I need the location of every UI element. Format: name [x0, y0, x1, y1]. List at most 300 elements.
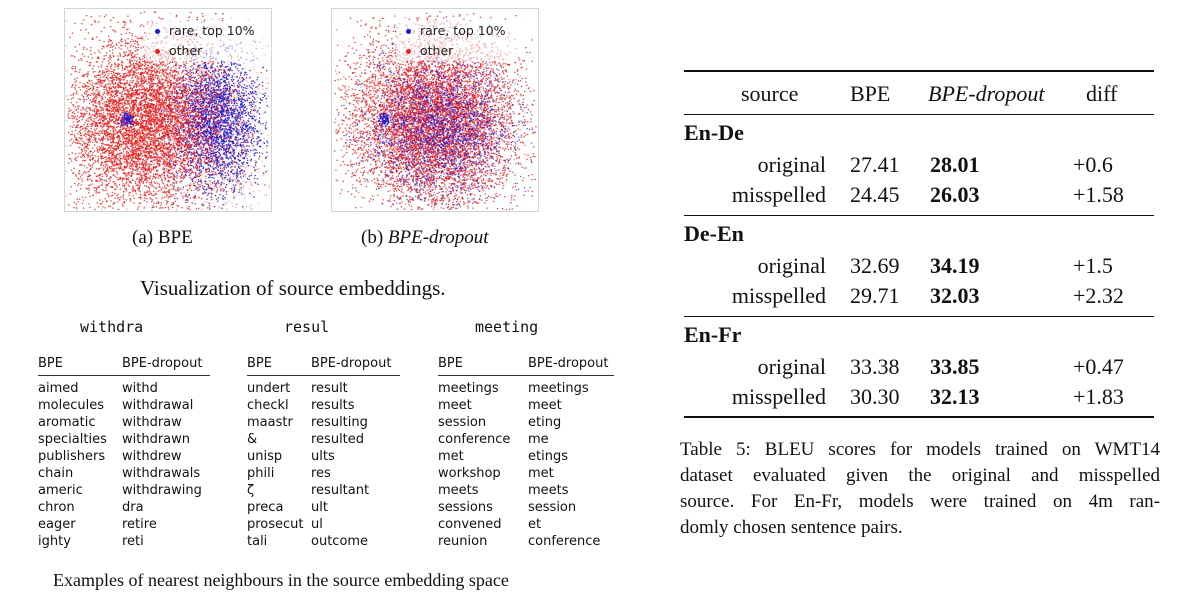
- data-point: [253, 81, 254, 82]
- data-point: [213, 87, 214, 88]
- data-point: [138, 146, 139, 147]
- data-point: [96, 190, 97, 191]
- data-point: [226, 164, 227, 165]
- data-point: [222, 111, 223, 112]
- data-point: [186, 169, 187, 170]
- data-point: [258, 122, 259, 123]
- data-point: [226, 98, 227, 99]
- data-point: [154, 147, 155, 148]
- data-point: [214, 143, 215, 144]
- data-point: [206, 82, 207, 83]
- data-point: [137, 145, 138, 146]
- data-point: [231, 166, 232, 167]
- data-point: [208, 171, 209, 172]
- data-point: [212, 74, 213, 75]
- data-point: [195, 69, 196, 70]
- data-point: [212, 182, 213, 183]
- data-point: [172, 158, 173, 159]
- data-point: [198, 208, 199, 209]
- data-point: [225, 172, 226, 173]
- data-point: [265, 112, 266, 113]
- data-point: [183, 171, 184, 172]
- data-point: [222, 188, 223, 189]
- data-point: [227, 79, 228, 80]
- data-point: [196, 127, 197, 128]
- data-point: [246, 88, 247, 89]
- data-point: [88, 163, 89, 164]
- data-point: [146, 87, 147, 88]
- data-point: [126, 143, 127, 144]
- data-point: [113, 86, 114, 87]
- data-point: [100, 82, 101, 83]
- data-point: [226, 94, 227, 95]
- data-point: [173, 87, 174, 88]
- data-point: [249, 85, 250, 86]
- data-point: [227, 131, 228, 132]
- data-point: [108, 58, 109, 59]
- data-point: [195, 182, 196, 183]
- data-point: [254, 153, 255, 154]
- data-point: [109, 113, 110, 114]
- data-point: [258, 137, 259, 138]
- data-point: [241, 142, 242, 143]
- data-point: [201, 154, 202, 155]
- data-point: [205, 142, 206, 143]
- data-point: [181, 174, 182, 175]
- data-point: [226, 140, 227, 141]
- data-point: [252, 96, 253, 97]
- data-point: [157, 119, 158, 120]
- data-point: [173, 85, 174, 86]
- data-point: [141, 118, 142, 119]
- data-point: [228, 93, 229, 94]
- data-point: [101, 158, 102, 159]
- data-point: [126, 173, 127, 174]
- data-point: [198, 78, 199, 79]
- data-point: [226, 106, 227, 107]
- data-point: [235, 139, 236, 140]
- data-point: [221, 62, 222, 63]
- data-point: [180, 128, 181, 129]
- data-point: [243, 176, 244, 177]
- data-point: [121, 60, 122, 61]
- data-point: [145, 117, 146, 118]
- data-point: [93, 195, 94, 196]
- data-point: [185, 174, 186, 175]
- data-point: [199, 166, 200, 167]
- data-point: [204, 121, 205, 122]
- data-point: [175, 108, 176, 109]
- data-point: [91, 24, 92, 25]
- data-point: [198, 100, 199, 101]
- data-point: [187, 115, 188, 116]
- data-point: [230, 145, 231, 146]
- data-point: [204, 126, 205, 127]
- data-point: [189, 78, 190, 79]
- data-point: [198, 66, 199, 67]
- data-point: [235, 123, 236, 124]
- data-point: [153, 144, 154, 145]
- data-point: [193, 85, 194, 86]
- data-point: [229, 105, 230, 106]
- data-point: [211, 100, 212, 101]
- data-point: [100, 148, 101, 149]
- data-point: [247, 178, 248, 179]
- data-point: [99, 15, 100, 16]
- data-point: [191, 122, 192, 123]
- data-point: [221, 116, 222, 117]
- data-point: [78, 140, 79, 141]
- data-point: [146, 67, 147, 68]
- data-point: [167, 68, 168, 69]
- data-point: [206, 134, 207, 135]
- data-point: [82, 53, 83, 54]
- data-point: [133, 80, 134, 81]
- data-point: [257, 178, 258, 179]
- data-point: [210, 82, 211, 83]
- data-point: [254, 149, 255, 150]
- data-point: [234, 113, 235, 114]
- data-point: [244, 129, 245, 130]
- data-point: [191, 165, 192, 166]
- data-point: [186, 95, 187, 96]
- data-point: [195, 103, 196, 104]
- data-point: [196, 86, 197, 87]
- data-point: [99, 178, 100, 179]
- data-point: [237, 105, 238, 106]
- data-point: [208, 141, 209, 142]
- data-point: [225, 87, 226, 88]
- data-point: [208, 130, 209, 131]
- data-point: [206, 91, 207, 92]
- data-point: [248, 133, 249, 134]
- data-point: [102, 129, 103, 130]
- data-point: [211, 150, 212, 151]
- data-point: [203, 155, 204, 156]
- data-point: [250, 150, 251, 151]
- data-point: [232, 89, 233, 90]
- data-point: [266, 70, 267, 71]
- data-point: [143, 95, 144, 96]
- data-point: [225, 177, 226, 178]
- data-point: [185, 170, 186, 171]
- data-point: [112, 195, 113, 196]
- data-point: [241, 81, 242, 82]
- data-point: [113, 46, 114, 47]
- data-point: [209, 79, 210, 80]
- data-point: [141, 167, 142, 168]
- data-point: [219, 148, 220, 149]
- data-point: [217, 99, 218, 100]
- data-point: [254, 178, 255, 179]
- data-point: [87, 61, 88, 62]
- data-point: [229, 125, 230, 126]
- data-point: [159, 72, 160, 73]
- data-point: [217, 66, 218, 67]
- data-point: [246, 151, 247, 152]
- data-point: [182, 79, 183, 80]
- data-point: [237, 175, 238, 176]
- data-point: [222, 198, 223, 199]
- data-point: [124, 79, 125, 80]
- data-point: [227, 120, 228, 121]
- data-point: [133, 202, 134, 203]
- data-point: [114, 66, 115, 67]
- data-point: [83, 141, 84, 142]
- data-point: [201, 67, 202, 68]
- data-point: [212, 67, 213, 68]
- data-point: [220, 97, 221, 98]
- data-point: [211, 105, 212, 106]
- data-point: [135, 129, 136, 130]
- data-point: [247, 140, 248, 141]
- data-point: [210, 153, 211, 154]
- data-point: [219, 75, 220, 76]
- data-point: [90, 50, 91, 51]
- data-point: [107, 79, 108, 80]
- data-point: [135, 113, 136, 114]
- data-point: [118, 179, 119, 180]
- data-point: [237, 85, 238, 86]
- data-point: [87, 171, 88, 172]
- data-point: [113, 132, 114, 133]
- data-point: [177, 175, 178, 176]
- data-point: [141, 77, 142, 78]
- data-point: [78, 183, 79, 184]
- data-point: [215, 195, 216, 196]
- data-point: [124, 162, 125, 163]
- data-point: [156, 69, 157, 70]
- data-point: [172, 207, 173, 208]
- data-point: [241, 72, 242, 73]
- data-point: [75, 46, 76, 47]
- data-point: [178, 170, 179, 171]
- data-point: [205, 68, 206, 69]
- data-point: [206, 102, 207, 103]
- data-point: [193, 141, 194, 142]
- data-point: [69, 158, 70, 159]
- data-point: [133, 46, 134, 47]
- data-point: [251, 116, 252, 117]
- data-point: [181, 192, 182, 193]
- data-point: [141, 181, 142, 182]
- data-point: [141, 142, 142, 143]
- data-point: [220, 98, 221, 99]
- data-point: [199, 189, 200, 190]
- data-point: [209, 157, 210, 158]
- data-point: [208, 174, 209, 175]
- data-point: [237, 170, 238, 171]
- data-point: [183, 175, 184, 176]
- data-point: [185, 67, 186, 68]
- data-point: [221, 139, 222, 140]
- data-point: [225, 132, 226, 133]
- data-point: [249, 124, 250, 125]
- data-point: [201, 170, 202, 171]
- data-point: [109, 90, 110, 91]
- data-point: [71, 102, 72, 103]
- data-point: [105, 138, 106, 139]
- data-point: [175, 165, 176, 166]
- data-point: [242, 127, 243, 128]
- data-point: [233, 134, 234, 135]
- data-point: [137, 138, 138, 139]
- data-point: [126, 175, 127, 176]
- data-point: [255, 120, 256, 121]
- data-point: [220, 129, 221, 130]
- data-point: [231, 100, 232, 101]
- data-point: [106, 159, 107, 160]
- data-point: [230, 181, 231, 182]
- data-point: [85, 29, 86, 30]
- data-point: [201, 204, 202, 205]
- data-point: [262, 85, 263, 86]
- data-point: [71, 169, 72, 170]
- data-point: [226, 101, 227, 102]
- data-point: [233, 190, 234, 191]
- data-point: [252, 88, 253, 89]
- data-point: [104, 207, 105, 208]
- data-point: [216, 76, 217, 77]
- data-point: [96, 128, 97, 129]
- data-point: [122, 180, 123, 181]
- data-point: [211, 112, 212, 113]
- data-point: [101, 67, 102, 68]
- data-point: [241, 162, 242, 163]
- data-point: [233, 174, 234, 175]
- data-point: [238, 154, 239, 155]
- data-point: [107, 75, 108, 76]
- data-point: [76, 125, 77, 126]
- data-point: [218, 99, 219, 100]
- data-point: [239, 168, 240, 169]
- data-point: [226, 134, 227, 135]
- data-point: [201, 140, 202, 141]
- data-point: [109, 168, 110, 169]
- data-point: [218, 142, 219, 143]
- data-point: [114, 104, 115, 105]
- data-point: [114, 168, 115, 169]
- data-point: [205, 112, 206, 113]
- data-point: [203, 105, 204, 106]
- data-point: [226, 138, 227, 139]
- data-point: [240, 119, 241, 120]
- data-point: [129, 195, 130, 196]
- data-point: [89, 171, 90, 172]
- data-point: [256, 161, 257, 162]
- data-point: [232, 160, 233, 161]
- data-point: [196, 106, 197, 107]
- data-point: [207, 135, 208, 136]
- data-point: [112, 75, 113, 76]
- data-point: [226, 99, 227, 100]
- data-point: [253, 196, 254, 197]
- data-point: [191, 178, 192, 179]
- data-point: [143, 181, 144, 182]
- data-point: [121, 91, 122, 92]
- data-point: [211, 114, 212, 115]
- data-point: [257, 136, 258, 137]
- data-point: [225, 145, 226, 146]
- data-point: [171, 196, 172, 197]
- data-point: [216, 132, 217, 133]
- data-point: [106, 46, 107, 47]
- data-point: [180, 90, 181, 91]
- data-point: [259, 118, 260, 119]
- data-point: [133, 190, 134, 191]
- data-point: [240, 104, 241, 105]
- data-point: [231, 158, 232, 159]
- data-point: [158, 112, 159, 113]
- data-point: [204, 74, 205, 75]
- data-point: [221, 164, 222, 165]
- data-point: [171, 149, 172, 150]
- data-point: [115, 86, 116, 87]
- data-point: [89, 117, 90, 118]
- data-point: [152, 199, 153, 200]
- data-point: [88, 185, 89, 186]
- data-point: [192, 80, 193, 81]
- data-point: [214, 181, 215, 182]
- data-point: [205, 71, 206, 72]
- data-point: [207, 114, 208, 115]
- data-point: [241, 101, 242, 102]
- data-point: [186, 63, 187, 64]
- data-point: [226, 191, 227, 192]
- data-point: [89, 165, 90, 166]
- data-point: [248, 118, 249, 119]
- data-point: [178, 108, 179, 109]
- data-point: [192, 104, 193, 105]
- data-point: [116, 43, 117, 44]
- data-point: [251, 83, 252, 84]
- data-point: [175, 201, 176, 202]
- data-point: [196, 80, 197, 81]
- data-point: [241, 194, 242, 195]
- data-point: [251, 118, 252, 119]
- data-point: [186, 109, 187, 110]
- data-point: [208, 90, 209, 91]
- data-point: [247, 131, 248, 132]
- data-point: [178, 187, 179, 188]
- data-point: [207, 120, 208, 121]
- data-point: [92, 167, 93, 168]
- data-point: [152, 130, 153, 131]
- data-point: [93, 121, 94, 122]
- data-point: [227, 75, 228, 76]
- data-point: [224, 120, 225, 121]
- data-point: [93, 92, 94, 93]
- data-point: [138, 47, 139, 48]
- data-point: [159, 95, 160, 96]
- data-point: [183, 177, 184, 178]
- data-point: [70, 95, 71, 96]
- data-point: [90, 99, 91, 100]
- data-point: [234, 63, 235, 64]
- data-point: [149, 149, 150, 150]
- data-point: [216, 126, 217, 127]
- data-point: [253, 115, 254, 116]
- data-point: [209, 124, 210, 125]
- data-point: [242, 107, 243, 108]
- data-point: [96, 61, 97, 62]
- data-point: [230, 156, 231, 157]
- data-point: [212, 177, 213, 178]
- data-point: [74, 106, 75, 107]
- data-point: [97, 161, 98, 162]
- data-point: [222, 196, 223, 197]
- data-point: [194, 185, 195, 186]
